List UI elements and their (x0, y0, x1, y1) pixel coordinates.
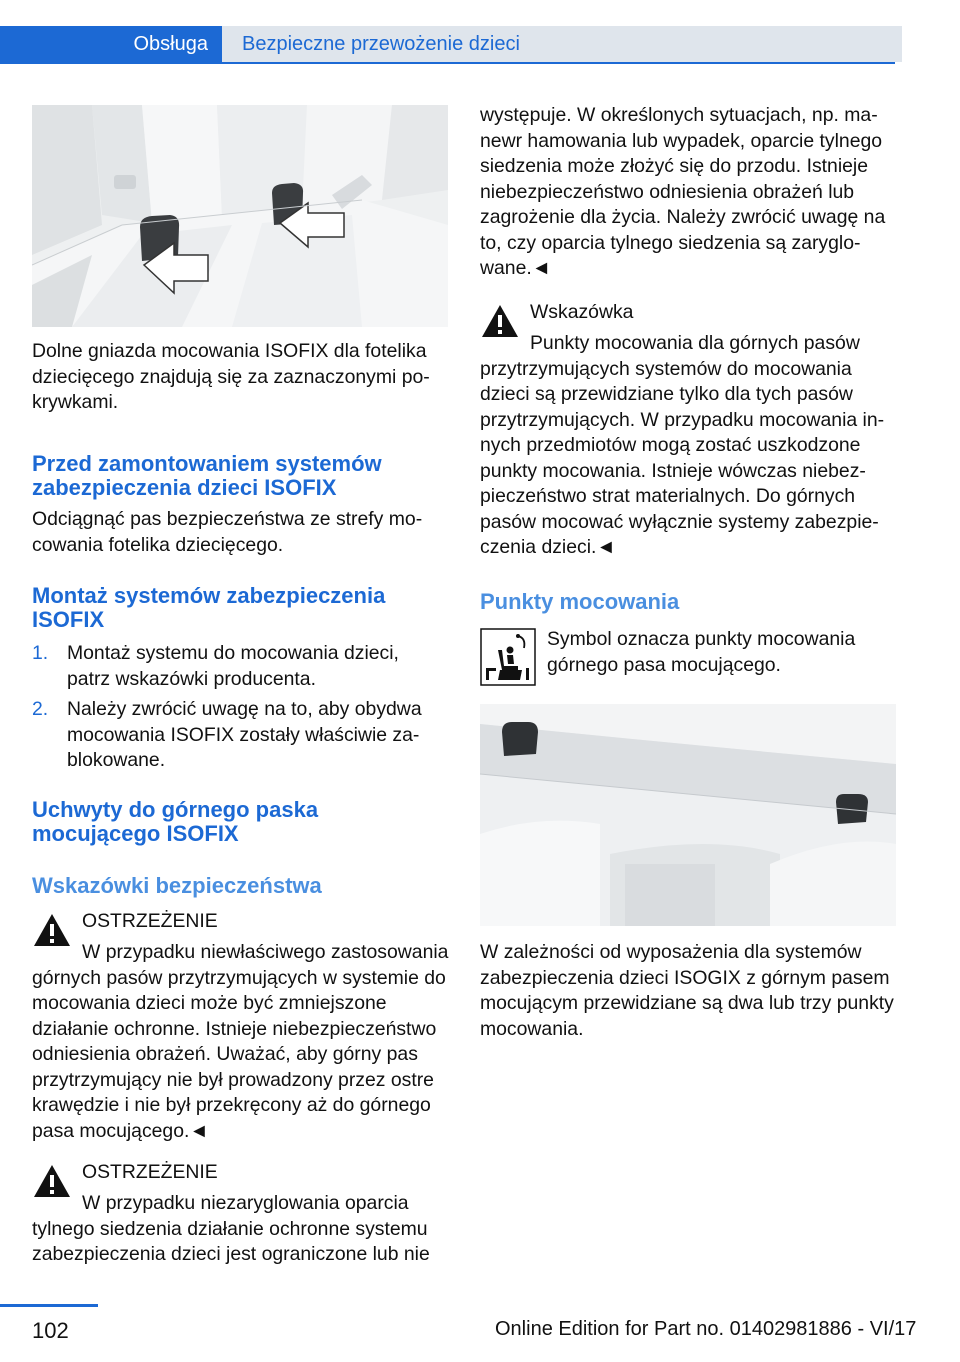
warning-title: OSTRZEŻENIE (82, 1161, 218, 1183)
top-tether-anchor-photo (480, 704, 896, 926)
footer-rule (0, 1304, 98, 1307)
edition-note: Online Edition for Part no. 01402981886 - VI/17 (495, 1318, 917, 1340)
step-text: Należy zwrócić uwagę na to, aby obydwa mocowania ISOFIX zostały właściwie zablokowane. (67, 698, 422, 771)
step-number: 2. (32, 698, 49, 720)
page-header (0, 0, 960, 64)
section-tab-active[interactable]: Obsługa (0, 26, 222, 62)
heading-upper-tether: Uchwyty do górnego paska mocującego ISOFIX (32, 797, 319, 846)
section-tab-subsection[interactable]: Bezpieczne przewożenie dzieci (222, 26, 902, 62)
warning-text: W przypadku niewłaściwego zastosowania górnych pasów przytrzymujących w systemie do mocowania dzieci może być zmniejszone działanie ochronne. Istnieje niebezpieczeństwo odniesienia obrażeń. Uważać, aby górny pas przytrzymujący nie był prowadzony przez ostre krawędzie i nie był przekręcony aż do górnego pasa mocującego.◄ (32, 941, 449, 1142)
heading-mounting: Montaż systemów zabezpieczenia ISOFIX (32, 583, 386, 632)
heading-anchor-points: Punkty mocowania (480, 589, 680, 614)
warning-title: OSTRZEŻENIE (82, 910, 218, 932)
heading-before-mounting: Przed zamontowaniem systemów zabezpieczenia dzieci ISOFIX (32, 451, 382, 500)
note-title: Wskazówka (530, 301, 634, 323)
child-seat-anchor-symbol-icon (480, 628, 536, 691)
header-rule (0, 62, 895, 64)
symbol-explanation: Symbol oznacza punkty mocowania górnego pasa mocującego. (547, 628, 856, 676)
step-text: Montaż systemu do mocowania dzieci, patrz wskazówki producenta. (67, 642, 399, 690)
anchor-photo-caption: W zależności od wyposażenia dla systemów zabezpieczenia dzieci ISOGIX z górnym pasem mocującym przewidziane są dwa lub trzy punkty mocowania. (480, 941, 894, 1040)
note-text: Punkty mocowania dla górnych pasów przytrzymujących systemów do mocowania dzieci są przewidziane tylko dla tych pasów przytrzymujących. W przypadku mocowania innych przedmiotów mogą zostać uszkodzone punkty mocowania. Istnieje wówczas niebezpieczeństwo strat materialnych. Do górnych pasów mocować wyłącznie systemy zabezpieczenia dzieci.◄ (480, 332, 885, 558)
heading-safety-notes: Wskazówki bezpieczeństwa (32, 873, 322, 898)
page-number: 102 (32, 1318, 69, 1343)
isofix-photo-caption: Dolne gniazda mocowania ISOFIX dla fotelika dziecięcego znajdują się za zaznaczonymi pokrywkami. (32, 340, 430, 413)
isofix-anchor-photo (32, 105, 448, 327)
warning-continuation-text: występuje. W określonych sytuacjach, np. manewr hamowania lub wypadek, oparcie tylnego siedzenia może złożyć się do przodu. Istnieje niebezpieczeństwo odniesienia obrażeń lub zagrożenie dla życia. Należy zwrócić uwagę na to, czy oparcia tylnego siedzenia są zaryglowane.◄ (480, 104, 886, 279)
step-number: 1. (32, 642, 49, 664)
before-mounting-text: Odciągnąć pas bezpieczeństwa ze strefy mocowania fotelika dziecięcego. (32, 508, 423, 556)
warning-text: W przypadku niezaryglowania oparcia tylnego siedzenia działanie ochronne systemu zabezpieczenia dzieci jest ograniczone lub nie (32, 1192, 430, 1265)
